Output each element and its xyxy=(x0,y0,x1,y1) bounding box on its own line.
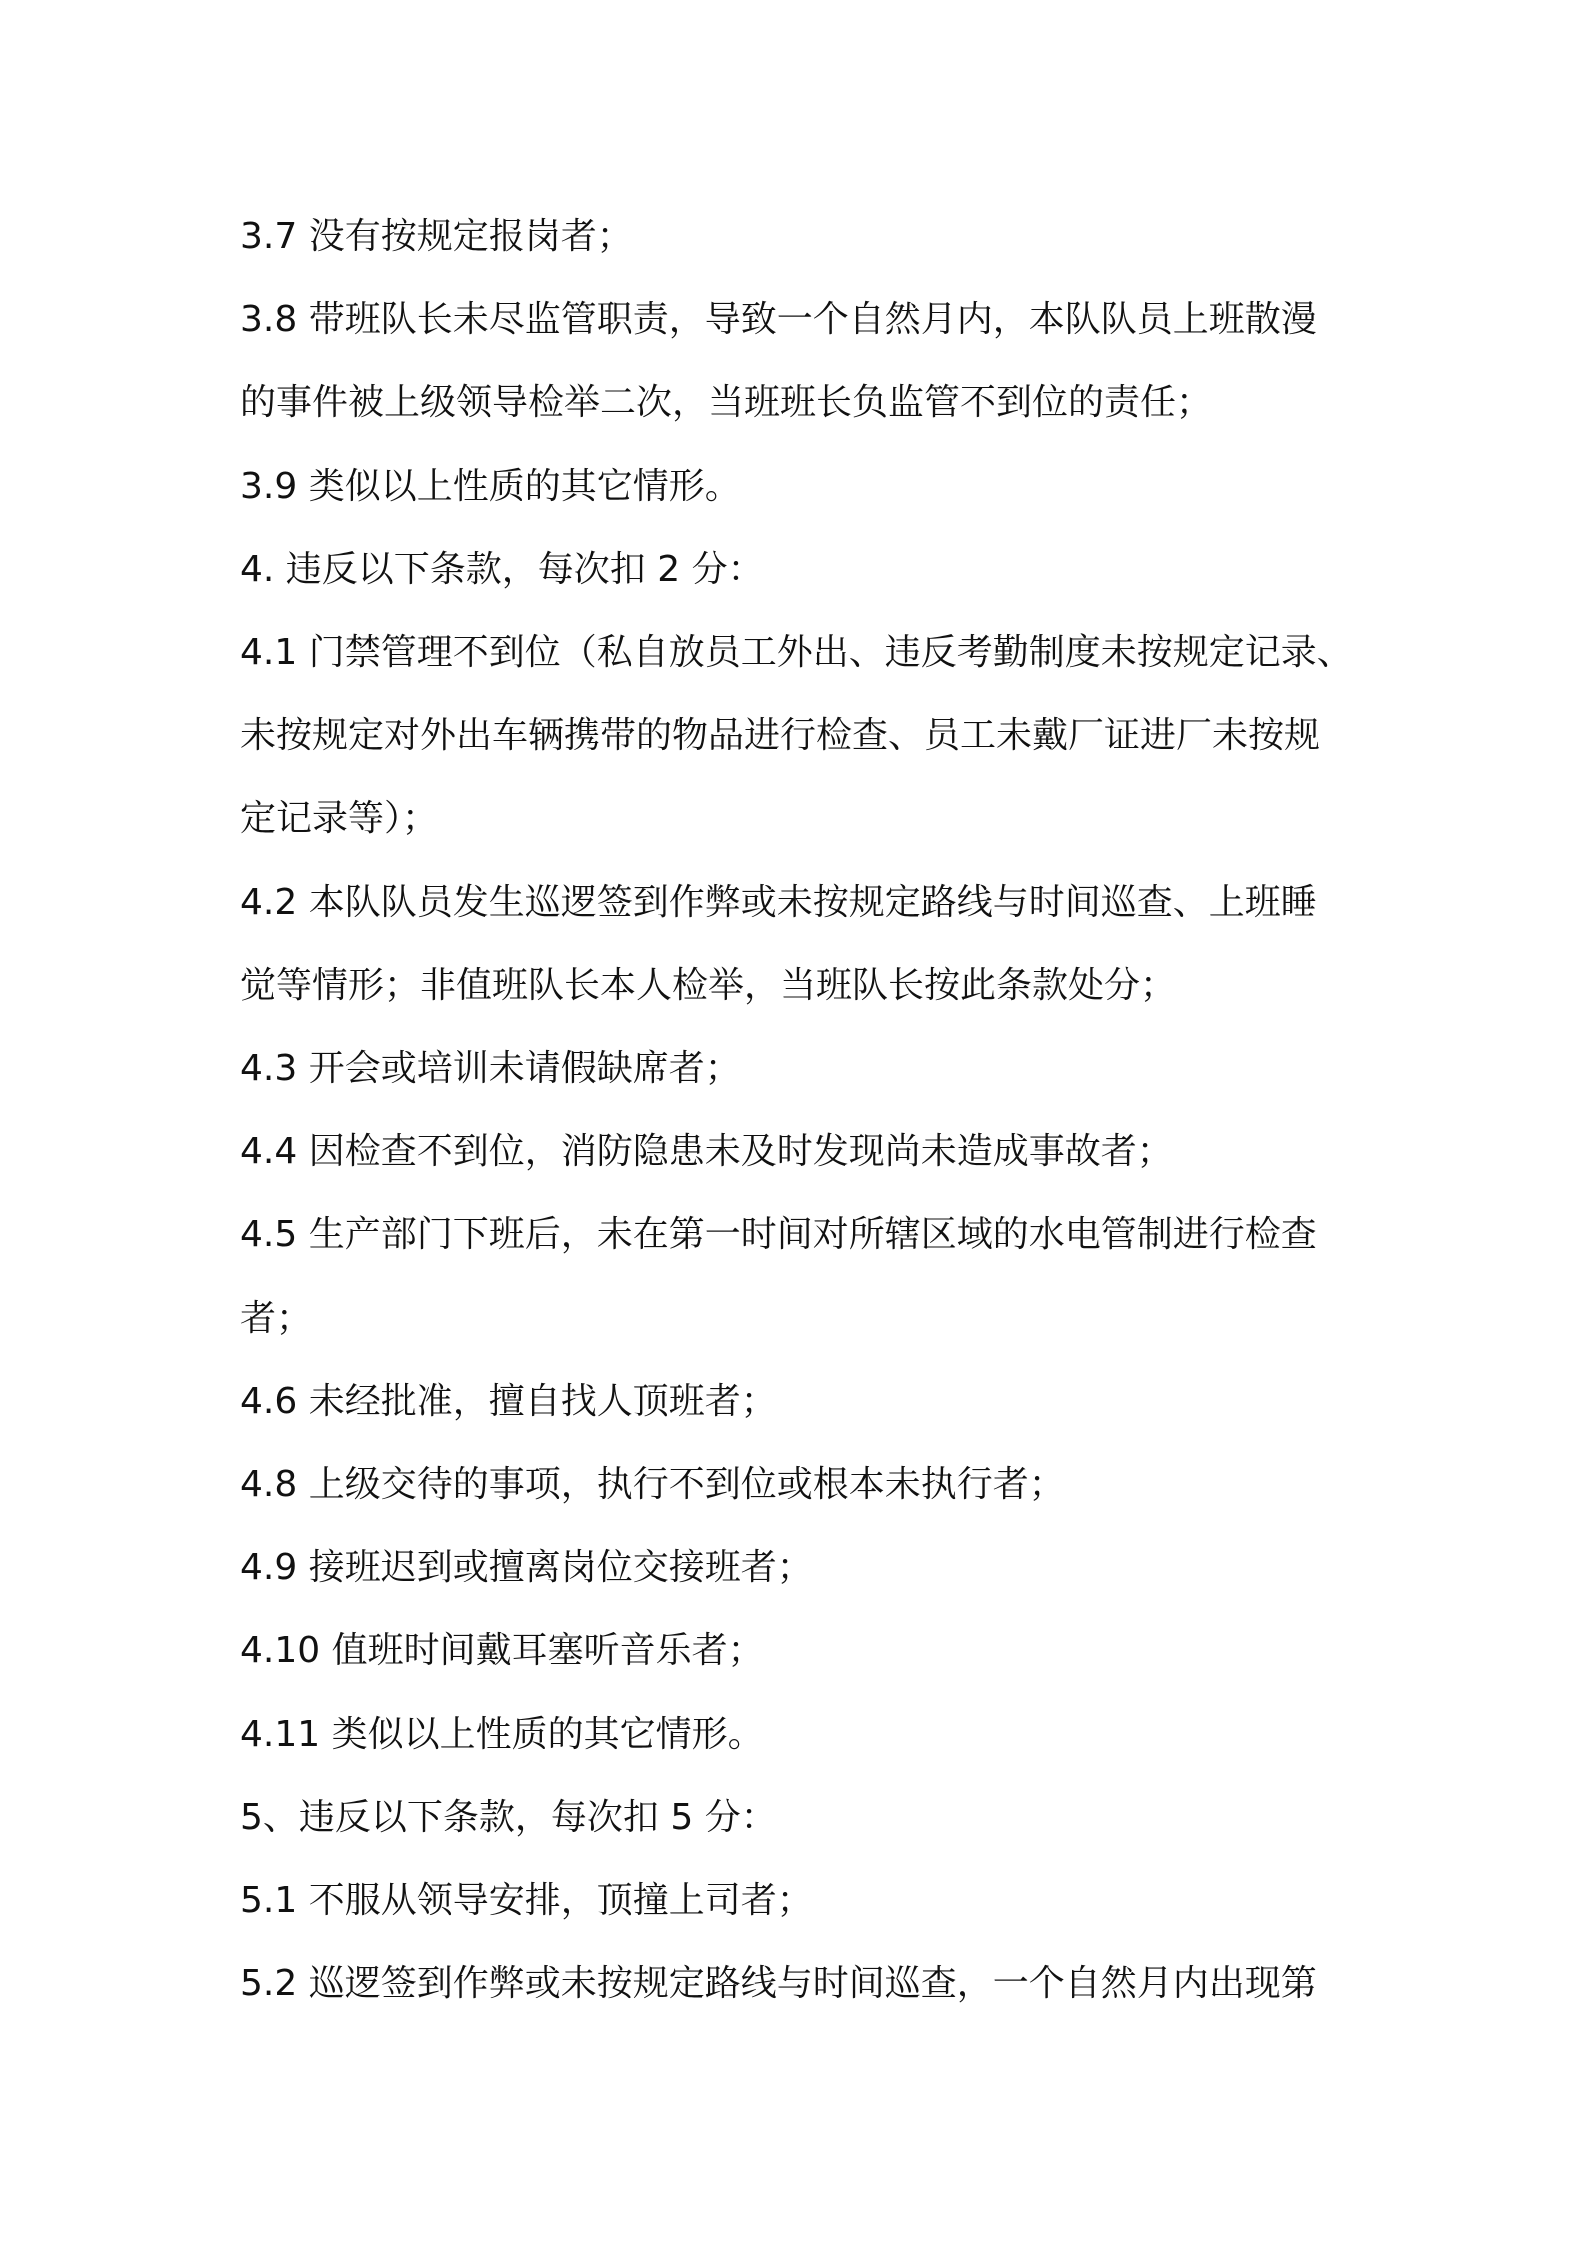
line-4-1: 4.1 门禁管理不到位（私自放员工外出、违反考勤制度未按规定记录、 xyxy=(240,632,1353,674)
line-5-2: 5.2 巡逻签到作弊或未按规定路线与时间巡查，一个自然月内出现第 xyxy=(240,1963,1317,2005)
line-4-9: 4.9 接班迟到或擅离岗位交接班者； xyxy=(240,1547,813,1589)
line-3-8-cont: 的事件被上级领导检举二次，当班班长负监管不到位的责任； xyxy=(240,382,1213,424)
section-4-heading: 4. 违反以下条款，每次扣 2 分： xyxy=(240,548,764,590)
line-4-6: 4.6 未经批准，擅自找人顶班者； xyxy=(240,1380,777,1422)
line-3-9: 3.9 类似以上性质的其它情形。 xyxy=(240,465,741,507)
line-4-1-cont-2: 定记录等）； xyxy=(240,798,439,840)
line-4-5-cont: 者； xyxy=(240,1297,313,1339)
line-5-1: 5.1 不服从领导安排，顶撞上司者； xyxy=(240,1880,813,1922)
line-3-8: 3.8 带班队长未尽监管职责，导致一个自然月内，本队队员上班散漫 xyxy=(240,299,1317,341)
line-4-11: 4.11 类似以上性质的其它情形。 xyxy=(240,1713,764,1755)
line-4-2-cont: 觉等情形；非值班队长本人检举，当班队长按此条款处分； xyxy=(240,964,1177,1006)
line-4-3: 4.3 开会或培训未请假缺席者； xyxy=(240,1048,741,1090)
document-body xyxy=(240,195,1355,2025)
line-4-5: 4.5 生产部门下班后，未在第一时间对所辖区域的水电管制进行检查 xyxy=(240,1214,1317,1256)
line-4-8: 4.8 上级交待的事项，执行不到位或根本未执行者； xyxy=(240,1464,1065,1506)
line-4-10: 4.10 值班时间戴耳塞听音乐者； xyxy=(240,1630,764,1672)
section-5-heading: 5、违反以下条款，每次扣 5 分： xyxy=(240,1796,777,1838)
line-4-2: 4.2 本队队员发生巡逻签到作弊或未按规定路线与时间巡查、上班睡 xyxy=(240,881,1317,923)
line-4-1-cont-1: 未按规定对外出车辆携带的物品进行检查、员工未戴厂证进厂未按规 xyxy=(240,715,1321,757)
line-3-7: 3.7 没有按规定报岗者； xyxy=(240,216,633,257)
line-4-4: 4.4 因检查不到位，消防隐患未及时发现尚未造成事故者； xyxy=(240,1131,1173,1173)
